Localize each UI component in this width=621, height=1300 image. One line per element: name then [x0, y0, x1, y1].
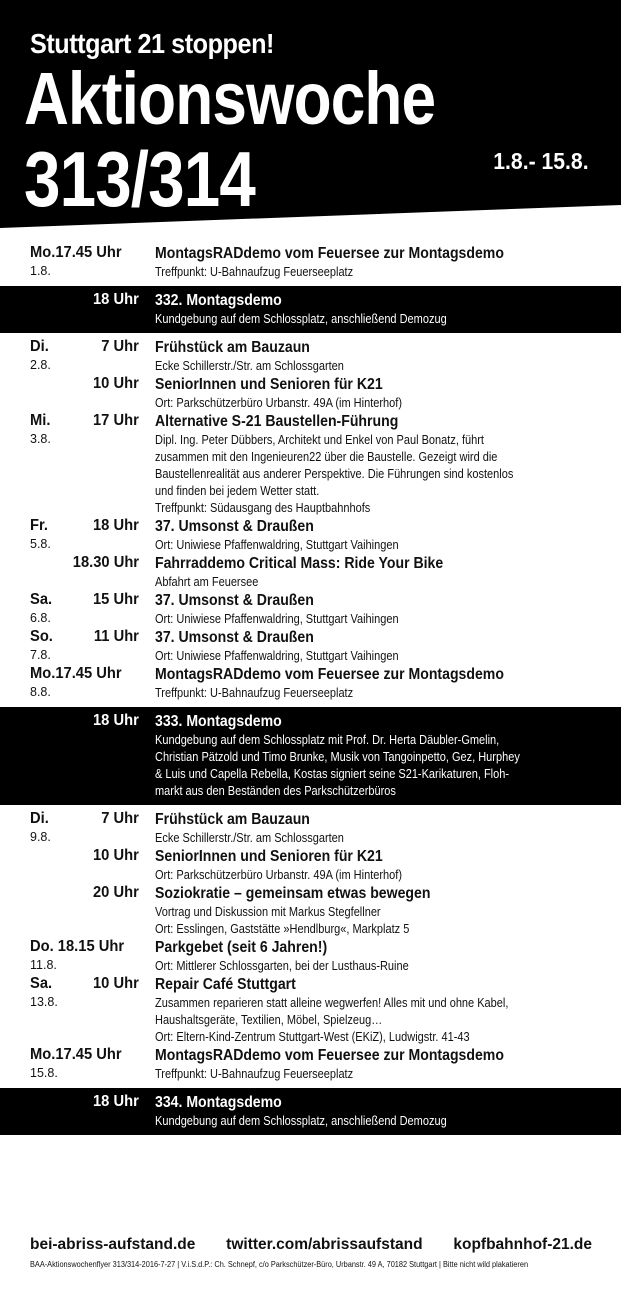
- event-detail: Ort: Parkschützerbüro Urbanstr. 49A (im Hinterhof): [155, 396, 402, 410]
- event-body: [155, 1046, 595, 1083]
- event-row-content: [0, 847, 621, 884]
- subtitle: Stuttgart 21 stoppen!: [30, 28, 274, 59]
- event-detail: Ecke Schillerstr./Str. am Schlossgarten: [155, 831, 344, 845]
- event-detail: Christian Pätzold und Timo Brunke, Musik von Tangoinpetto, Gez, Hurphey: [155, 750, 520, 764]
- event-title: Fahrraddemo Critical Mass: Ride Your Bike: [155, 555, 444, 572]
- twitter-link[interactable]: twitter.com/abrissaufstand: [226, 1236, 423, 1253]
- event-detail: und finden bei jedem Wetter statt.: [155, 484, 320, 498]
- highlight-event: [0, 286, 621, 333]
- event-day: Mi.: [30, 412, 51, 429]
- event-detail: Ort: Mittlerer Schlossgarten, bei der Lusthaus-Ruine: [155, 959, 409, 973]
- event-day: Mo.17.45 Uhr: [30, 665, 122, 682]
- event-title: 37. Umsonst & Draußen: [155, 592, 314, 609]
- event-detail: Vortrag und Diskussion mit Markus Stegfellner: [155, 905, 381, 919]
- event-time: 18 Uhr: [93, 517, 139, 534]
- event-title: MontagsRADdemo vom Feuersee zur Montagsdemo: [155, 1047, 504, 1064]
- event-body: [155, 938, 595, 975]
- event-detail: markt aus den Beständen des Parkschützerbüros: [155, 784, 396, 798]
- event-day: Fr.: [30, 517, 48, 534]
- event-row: [0, 1046, 621, 1083]
- event-row: [0, 884, 621, 938]
- event-time: 18.30 Uhr: [72, 554, 139, 571]
- event-detail: Haushaltsgeräte, Textilien, Möbel, Spielzeug…: [155, 1013, 383, 1027]
- event-row-content: [0, 1093, 621, 1130]
- event-row: [0, 554, 621, 591]
- event-row: [0, 975, 621, 1046]
- event-title: SeniorInnen und Senioren für K21: [155, 848, 383, 865]
- event-detail: Ort: Uniwiese Pfaffenwaldring, Stuttgart Vaihingen: [155, 538, 399, 552]
- header-banner: [0, 0, 621, 240]
- event-detail: Ecke Schillerstr./Str. am Schlossgarten: [155, 359, 344, 373]
- event-title: Soziokratie – gemeinsam etwas bewegen: [155, 885, 431, 902]
- event-row: [0, 628, 621, 665]
- event-time: 10 Uhr: [93, 847, 139, 864]
- event-row-content: [0, 884, 621, 938]
- event-day: Mo.17.45 Uhr: [30, 244, 122, 261]
- event-time: 18 Uhr: [93, 291, 139, 308]
- event-date: 7.8.: [30, 648, 51, 662]
- event-row: [0, 244, 621, 281]
- event-row-content: [0, 628, 621, 665]
- event-row: [0, 591, 621, 628]
- event-row-content: [0, 554, 621, 591]
- event-day: Do. 18.15 Uhr: [30, 938, 125, 955]
- event-day: Sa.: [30, 975, 53, 992]
- event-detail: Ort: Parkschützerbüro Urbanstr. 49A (im Hinterhof): [155, 868, 402, 882]
- event-body: [155, 375, 595, 412]
- event-row-content: [0, 517, 621, 554]
- event-time: 20 Uhr: [93, 884, 139, 901]
- event-title: 332. Montagsdemo: [155, 292, 282, 309]
- event-title: Frühstück am Bauzaun: [155, 339, 310, 356]
- event-row-content: [0, 712, 621, 800]
- event-detail: Treffpunkt: U-Bahnaufzug Feuerseeplatz: [155, 265, 354, 279]
- event-row: [0, 375, 621, 412]
- event-row-content: [0, 375, 621, 412]
- event-detail: Kundgebung auf dem Schlossplatz, anschließend Demozug: [155, 312, 447, 326]
- highlight-event: [0, 707, 621, 805]
- event-title: 334. Montagsdemo: [155, 1094, 282, 1111]
- event-detail: Ort: Uniwiese Pfaffenwaldring, Stuttgart Vaihingen: [155, 612, 399, 626]
- event-time: 18 Uhr: [93, 712, 139, 729]
- event-row-content: [0, 412, 621, 517]
- event-title: MontagsRADdemo vom Feuersee zur Montagsdemo: [155, 245, 504, 262]
- event-row-content: [0, 810, 621, 847]
- event-row: [0, 938, 621, 975]
- event-title: Repair Café Stuttgart: [155, 976, 296, 993]
- event-row: [0, 810, 621, 847]
- event-date: 5.8.: [30, 537, 51, 551]
- event-date: 3.8.: [30, 432, 51, 446]
- event-row: [0, 412, 621, 517]
- event-body: [155, 517, 595, 554]
- event-time: 18 Uhr: [93, 1093, 139, 1110]
- event-body: [155, 975, 595, 1046]
- event-day: Sa.: [30, 591, 53, 608]
- event-row-content: [0, 975, 621, 1046]
- event-date: 6.8.: [30, 611, 51, 625]
- event-body: [155, 291, 595, 328]
- event-detail: Kundgebung auf dem Schlossplatz mit Prof. Dr. Herta Däubler-Gmelin,: [155, 733, 500, 747]
- event-row: [0, 665, 621, 702]
- event-row-content: [0, 291, 621, 328]
- event-detail: Ort: Esslingen, Gaststätte »Hendlburg«, Markplatz 5: [155, 922, 410, 936]
- event-detail: Treffpunkt: U-Bahnaufzug Feuerseeplatz: [155, 686, 354, 700]
- event-detail: Treffpunkt: U-Bahnaufzug Feuerseeplatz: [155, 1067, 354, 1081]
- event-title: 37. Umsonst & Draußen: [155, 518, 314, 535]
- event-body: [155, 884, 595, 938]
- event-detail: Kundgebung auf dem Schlossplatz, anschließend Demozug: [155, 1114, 447, 1128]
- event-body: [155, 1093, 595, 1130]
- event-body: [155, 628, 595, 665]
- event-detail: Abfahrt am Feuersee: [155, 575, 259, 589]
- event-detail: zusammen mit den Ingenieuren22 über die Baustelle. Gezeigt wird die: [155, 450, 498, 464]
- event-date: 2.8.: [30, 358, 51, 372]
- event-detail: Ort: Eltern-Kind-Zentrum Stuttgart-West (EKiZ), Ludwigstr. 41-43: [155, 1030, 470, 1044]
- event-row-content: [0, 1046, 621, 1083]
- event-title: Frühstück am Bauzaun: [155, 811, 310, 828]
- date-range: 1.8.- 15.8.: [493, 148, 589, 174]
- event-day: Mo.17.45 Uhr: [30, 1046, 122, 1063]
- event-row-content: [0, 591, 621, 628]
- page-title: Aktionswoche: [24, 57, 436, 140]
- imprint: BAA-Aktionswochenflyer 313/314-2016-7-27 | V.i.S.d.P.: Ch. Schnepf, c/o Parkschützer-Büro, Urbanstr. 49 A, 70182 Stuttgart | Bitte nicht wild plakatieren: [30, 1260, 529, 1269]
- event-body: [155, 712, 595, 800]
- event-row: [0, 338, 621, 375]
- event-time: 7 Uhr: [101, 810, 139, 827]
- footer-links: [30, 1236, 592, 1254]
- event-row-content: [0, 338, 621, 375]
- event-title: MontagsRADdemo vom Feuersee zur Montagsdemo: [155, 666, 504, 683]
- event-schedule: [0, 244, 621, 1140]
- event-body: [155, 810, 595, 847]
- event-time: 11 Uhr: [93, 628, 139, 645]
- event-title: Parkgebet (seit 6 Jahren!): [155, 939, 328, 956]
- event-row: [0, 847, 621, 884]
- event-time: 15 Uhr: [93, 591, 139, 608]
- event-title: 333. Montagsdemo: [155, 713, 282, 730]
- event-body: [155, 665, 595, 702]
- week-number: 313/314: [24, 135, 255, 223]
- event-day: Di.: [30, 338, 49, 355]
- event-body: [155, 591, 595, 628]
- event-body: [155, 554, 595, 591]
- event-title: Alternative S-21 Baustellen-Führung: [155, 413, 399, 430]
- event-time: 10 Uhr: [93, 975, 139, 992]
- event-title: SeniorInnen und Senioren für K21: [155, 376, 383, 393]
- kopfbahnhof-link[interactable]: kopfbahnhof-21.de: [453, 1236, 592, 1253]
- event-detail: Zusammen reparieren statt alleine wegwerfen! Alles mit und ohne Kabel,: [155, 996, 509, 1010]
- event-row-content: [0, 938, 621, 975]
- event-row: [0, 517, 621, 554]
- event-body: [155, 412, 595, 517]
- event-row-content: [0, 244, 621, 281]
- event-date: 15.8.: [30, 1066, 58, 1080]
- event-date: 8.8.: [30, 685, 51, 699]
- event-title: 37. Umsonst & Draußen: [155, 629, 314, 646]
- event-detail: Treffpunkt: Südausgang des Hauptbahnhofs: [155, 501, 371, 515]
- event-day: Di.: [30, 810, 49, 827]
- event-row-content: [0, 665, 621, 702]
- event-time: 10 Uhr: [93, 375, 139, 392]
- event-date: 11.8.: [30, 958, 57, 972]
- website-link[interactable]: bei-abriss-aufstand.de: [30, 1236, 196, 1253]
- event-time: 17 Uhr: [93, 412, 139, 429]
- event-detail: & Luis und Capella Rebella, Kostas signiert seine S21-Karikaturen, Floh-: [155, 767, 510, 781]
- event-body: [155, 847, 595, 884]
- event-date: 1.8.: [30, 264, 51, 278]
- event-date: 13.8.: [30, 995, 58, 1009]
- event-detail: Dipl. Ing. Peter Dübbers, Architekt und Enkel von Paul Bonatz, führt: [155, 433, 484, 447]
- event-detail: Baustellenrealität aus anderer Perspektive. Die Führungen sind kostenlos: [155, 467, 514, 481]
- highlight-event: [0, 1088, 621, 1135]
- event-body: [155, 338, 595, 375]
- event-time: 7 Uhr: [101, 338, 139, 355]
- event-date: 9.8.: [30, 830, 51, 844]
- event-body: [155, 244, 595, 281]
- event-day: So.: [30, 628, 53, 645]
- event-detail: Ort: Uniwiese Pfaffenwaldring, Stuttgart Vaihingen: [155, 649, 399, 663]
